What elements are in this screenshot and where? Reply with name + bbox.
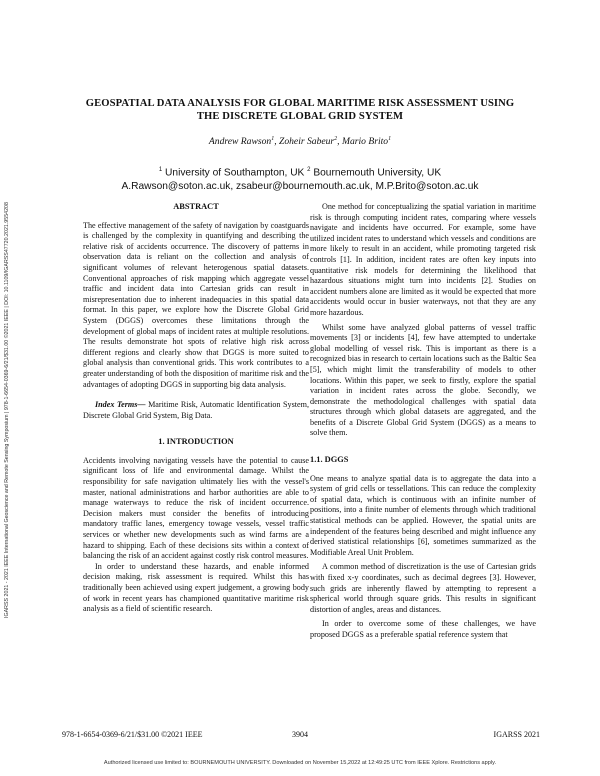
affil-org: Bournemouth University, UK bbox=[310, 167, 442, 179]
index-terms bbox=[83, 400, 309, 421]
title-line-2: THE DISCRETE GLOBAL GRID SYSTEM bbox=[196, 111, 404, 122]
affil-mark: 1 bbox=[158, 167, 163, 173]
title-line-1: GEOSPATIAL DATA ANALYSIS FOR GLOBAL MARITIME RISK ASSESSMENT USING bbox=[85, 98, 515, 109]
right-column bbox=[310, 202, 536, 641]
left-column bbox=[83, 202, 309, 615]
author-name: Andrew Rawson bbox=[208, 136, 272, 148]
abstract-heading: ABSTRACT bbox=[173, 202, 219, 211]
side-citation-text: IGARSS 2021 - 2021 IEEE International Geoscience and Remote Sensing Symposium | 978-1-6654-0369-6/21/$31.00 ©2021 IEEE | DOI: 10.1109/IGARSS47720.2021.9554208 bbox=[4, 202, 10, 618]
affiliations bbox=[50, 164, 550, 193]
author-name: Zoheir Sabeur bbox=[279, 136, 335, 148]
dggs-paragraph-1: One means to analyze spatial data is to aggregate the data into a system of grid cells or tessellations. This can reduce the complexity of spatial data, which is continuous with an infinite number of positions, into a finite number of elements through which traditional statistical methods can be applied. However, the spatial units are independent of the features being described and might influence any derived statistical relationships [6], sometimes summarized as the Modifiable Areal Unit Problem. bbox=[310, 473, 536, 557]
author-affil-mark: 1 bbox=[271, 136, 275, 142]
author-list: Andrew Rawson$^1$, Zoheir Sabeur$^2$, Mario Brito$^1$ bbox=[208, 136, 392, 148]
affil-org: University of Southampton, UK bbox=[162, 167, 308, 179]
side-citation-strip bbox=[2, 150, 12, 670]
index-terms-list: Maritime Risk, Automatic Identification System, Discrete Global Grid System, Big Data. bbox=[83, 400, 309, 420]
index-terms-label: Index Terms— bbox=[95, 400, 146, 410]
author-affil-mark: 1 bbox=[388, 136, 392, 142]
dggs-heading: 1.1. DGGS bbox=[310, 455, 349, 465]
license-notice: Authorized licensed use limited to: BOURNEMOUTH UNIVERSITY. Downloaded on November 15,2022 at 12:49:25 UTC from IEEE Xplore. Restrictions apply. bbox=[103, 760, 497, 766]
abstract-text: The effective management of the safety of navigation by coastguards is challenged by the complexity in quantifying and describing the relative risk of accidents occurrence. The discovery of patterns in observation data is reliant on the collection and analysis of significant volumes of relevant heterogenous spatial datasets. Conventional approaches of risk mapping which aggregate vessel traffic and incident data into Cartesian grids can result in misrepresentation due to inherent inadequacies in this spatial data format. In this paper, we explore how the Discrete Global Grid System (DGGS) overcomes these limitations through the development of global maps of incident rates at multiple resolutions. The results demonstrate hot spots of relative high risk across different regions and clearly show that DGGS is more suited to global analysis than conventional grids. This work contributes to a greater understanding of both the disposition of maritime risk and the advantages of adopting DGGS in supporting big data analysis. bbox=[83, 220, 309, 389]
dggs-paragraph-3: In order to overcome some of these challenges, we have proposed DGGS as a preferable spatial reference system that bbox=[310, 619, 536, 639]
body-paragraph-1: One method for conceptualizing the spatial variation in maritime risk is through computing incident rates, comparing where vessels navigate and incidents have occurred. For example, some have utilized incident rates to understand which vessels and conditions are more likely to result in an accident, while promoting targeted risk controls [1]. In addition, incident rates are often key inputs into quantitative risk models for determining the likelihood that hazardous situations might turn into incidents [2]. Studies on accident numbers alone are limited as it would be expected that more accidents would occur in busier waterways, not that they are any more hazardous. bbox=[310, 202, 536, 317]
affil-mark: 2 bbox=[307, 167, 311, 173]
body-paragraph-2: Whilst some have analyzed global patterns of vessel traffic movements [3] or incidents [4], few have attempted to undertake global modelling of vessel risk. This is important as there is a recognized bias in research to certain locations such as the Baltic Sea [5], which might limit the transferability of models to other locations. Within this paper, we seek to firstly, explore the spatial variation in incident rates across the globe. Secondly, we demonstrate the methodological challenges with spatial data structures through which global datasets are aggregated, and the benefits of a Discrete Global Grid System (DGGS) as a means to solve them. bbox=[310, 322, 536, 438]
paper-title bbox=[50, 97, 550, 123]
author-name: Mario Brito bbox=[341, 136, 389, 148]
footer-conference: IGARSS 2021 bbox=[493, 730, 540, 739]
introduction-heading: 1. INTRODUCTION bbox=[158, 437, 234, 447]
footer-isbn: 978-1-6654-0369-6/21/$31.00 ©2021 IEEE bbox=[62, 730, 203, 739]
dggs-paragraph-2: A common method of discretization is the use of Cartesian grids with fixed x-y coordinates, such as decimal degrees [3]. However, such grids are inherently flawed by attempting to represent a spherical world through square grids. This results in significant distortion of angles, areas and distances. bbox=[310, 562, 536, 614]
author-emails: A.Rawson@soton.ac.uk, zsabeur@bournemouth.ac.uk, M.P.Brito@soton.ac.uk bbox=[121, 180, 479, 192]
author-affil-mark: 2 bbox=[334, 136, 338, 142]
affiliation-line bbox=[50, 164, 550, 180]
intro-paragraph-2: In order to understand these hazards, and enable informed decision making, risk assessment is required. Whilst this has traditionally been achieved using expert judgement, a growing body of work in recent years has championed quantitative maritime risk analysis as a field of scientific research. bbox=[83, 561, 309, 614]
footer-page-number: 3904 bbox=[292, 730, 308, 739]
intro-paragraph-1: Accidents involving navigating vessels have the potential to cause significant loss of life and environmental damage. Whilst the responsibility for safe navigation ultimately lies with the vessel's master, national administrations and harbor authorities are able to manage waterways to reduce the risk of incident occurrence. Decision makers must consider the benefits of introducing mandatory traffic lanes, emergency towage vessels, vessel traffic services or whether new developments such as wind farms are a hazard to shipping. Each of these decisions sits within a context of balancing the risk of an accident against costly risk control measures. bbox=[83, 455, 309, 561]
